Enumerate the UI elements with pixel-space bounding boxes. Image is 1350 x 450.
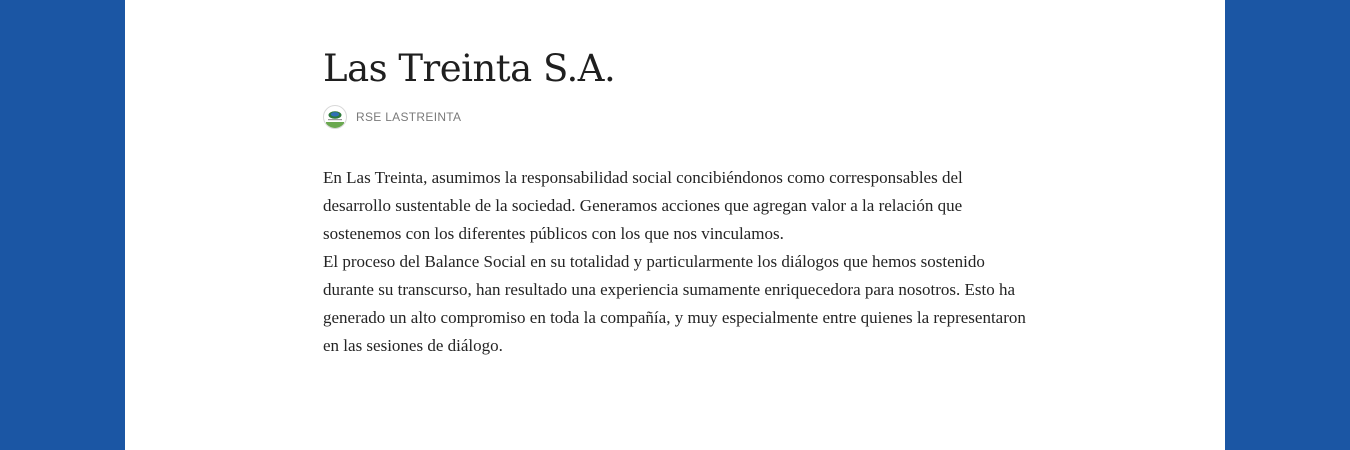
page-container <box>125 0 1225 450</box>
company-logo-icon[interactable] <box>323 105 347 129</box>
article-body <box>323 164 1033 360</box>
page-title: Las Treinta S.A. <box>323 47 616 90</box>
paragraph: En Las Treinta, asumimos la responsabilidad social concibiéndonos como corresponsables del desarrollo sustentable de la sociedad. Generamos acciones que agregan valor a la relación que sostenemos con los diferentes públicos con los que nos vinculamos. <box>323 168 963 243</box>
article <box>323 44 1033 360</box>
paragraph: El proceso del Balance Social en su totalidad y particularmente los diálogos que hemos sostenido durante su transcurso, han resultado una experiencia sumamente enriquecedora para nosotros. Esto ha generado un alto compromiso en toda la compañía, y muy especialmente entre quienes la representaron en las sesiones de diálogo. <box>323 252 1026 355</box>
author-byline[interactable] <box>323 104 1033 130</box>
author-name[interactable]: RSE LASTREINTA <box>356 110 462 124</box>
